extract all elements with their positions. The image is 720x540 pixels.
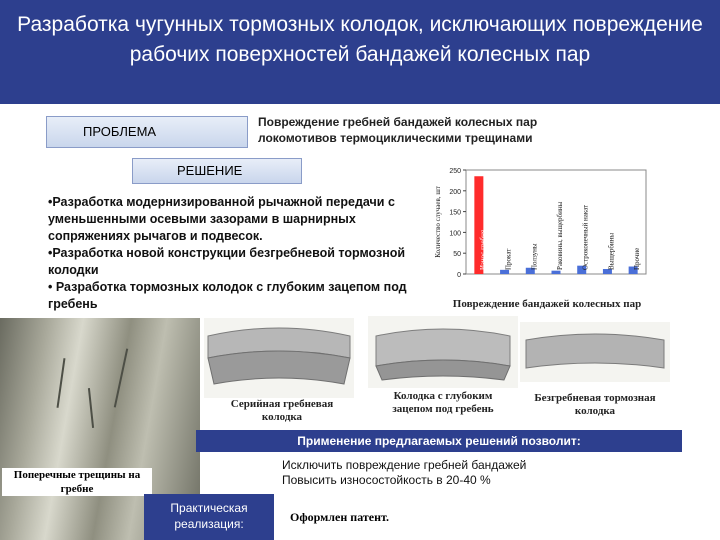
solution-item: • Разработка тормозных колодок с глубоким зацепом под гребень (48, 280, 411, 311)
application-bar: Применение предлагаемых решений позволит: (196, 430, 682, 452)
flangeless-shoe-caption: Безгребневая тормозная колодка (534, 392, 656, 417)
damage-chart (432, 164, 650, 288)
practical-implementation-box: Практическая реализация: (144, 494, 274, 540)
y-axis-label: Количество случаев, шт (434, 186, 442, 258)
category-label: Износ гребня (478, 229, 487, 270)
y-tick-label: 250 (449, 168, 461, 175)
slide-header (0, 0, 720, 104)
patent-status: Оформлен патент. (290, 510, 390, 524)
benefit-item: Исключить повреждение гребней бандажей (282, 458, 527, 472)
problem-label: ПРОБЛЕМА (46, 116, 248, 148)
solution-item: •Разработка новой конструкции безгребневой тормозной колодки (48, 246, 409, 277)
serial-brake-shoe-photo (204, 318, 354, 398)
solution-list (48, 194, 430, 313)
chart-caption: Повреждение бандажей колесных пар (452, 298, 642, 310)
benefits-list (282, 458, 526, 488)
y-tick-label: 150 (449, 209, 461, 217)
benefit-item: Повысить износостойкость в 20-40 % (282, 473, 491, 487)
deep-shoe-caption: Колодка с глубоким зацепом под гребень (392, 390, 494, 415)
solution-item: •Разработка модернизированной рычажной передачи с уменьшенными осевыми зазорами в шарнирных сопряжениях рычагов и подвесок. (48, 195, 399, 243)
y-tick-label: 0 (457, 272, 461, 279)
category-label: Раковины, выщербины (556, 201, 564, 270)
category-label: Прокат (504, 248, 513, 270)
y-tick-label: 200 (449, 188, 461, 196)
problem-description (258, 114, 537, 146)
category-label: Прочие (633, 247, 642, 270)
cracks-caption: Поперечные трещины на гребне (2, 468, 152, 496)
deep-engagement-shoe-photo (368, 316, 518, 388)
deep-engagement-shoe-image (368, 316, 518, 388)
chart-bar (552, 271, 561, 274)
flangeless-shoe-image (520, 322, 670, 382)
category-label: Ползуны (530, 243, 539, 270)
flangeless-shoe-photo (520, 322, 670, 382)
damage-chart-svg (432, 164, 650, 288)
slide-title: Разработка чугунных тормозных колодок, исключающих повреждение рабочих поверхностей бандажей колесных пар (17, 13, 703, 66)
problem-description-line: локомотивов термоциклическими трещинами (258, 131, 533, 145)
problem-description-line: Повреждение гребней бандажей колесных пар (258, 115, 538, 129)
category-label: Выщербины (607, 232, 616, 270)
solution-label: РЕШЕНИЕ (132, 158, 302, 184)
category-label: Остроконечный накат (581, 204, 590, 270)
y-tick-label: 100 (449, 230, 461, 238)
serial-shoe-caption: Серийная гребневая колодка (230, 398, 334, 423)
serial-brake-shoe-image (204, 318, 354, 398)
y-tick-label: 50 (453, 251, 461, 259)
